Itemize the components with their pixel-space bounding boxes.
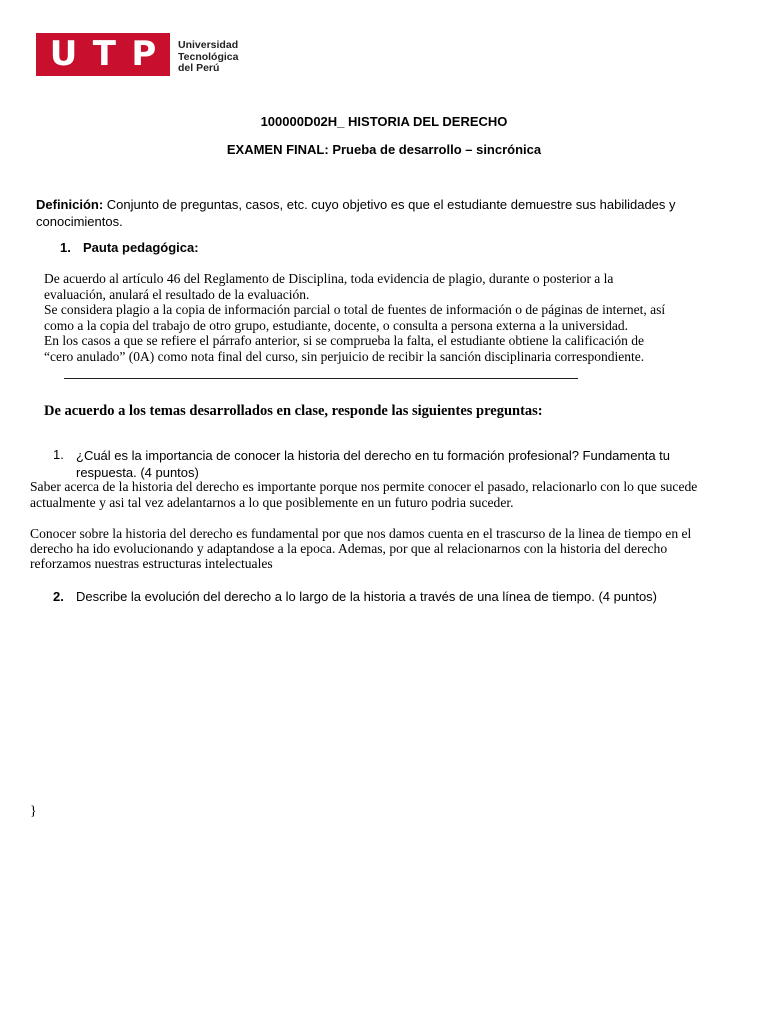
pauta-line: como a la copia del trabajo de otro grupo, estudiante, docente, o consulta a persona externa a la universidad.: [44, 317, 629, 333]
exam-label: EXAMEN FINAL:: [226, 142, 329, 157]
answer-line: reforzamos nuestras estructuras intelectuales: [30, 556, 273, 571]
course-title: 100000D02H_ HISTORIA DEL DERECHO: [260, 114, 508, 129]
question1-line: respuesta. (4 puntos): [76, 465, 199, 480]
trailing-brace: }: [30, 804, 37, 819]
definition: [36, 196, 676, 230]
pauta-number: 1.: [60, 240, 71, 255]
utp-logo: [36, 33, 170, 76]
question2-number: 2.: [53, 589, 64, 604]
pauta-line: En los casos a que se refiere el párrafo anterior, si se comprueba la falta, el estudiante obtiene la calificación de: [44, 333, 644, 348]
answer-line: actualmente y asi tal vez adelantarnos a lo que posiblemente en un futuro podria suceder.: [30, 495, 514, 510]
logo-letter-u: U: [49, 34, 78, 74]
pauta-title: Pauta pedagógica:: [83, 240, 199, 255]
logo-text: [178, 40, 240, 75]
pauta-line: “cero anulado” (0A) como nota final del curso, sin perjuicio de recibir la sanción disciplinaria correspondiente.: [44, 348, 645, 364]
horizontal-rule: [64, 378, 578, 379]
logo-letter-p: P: [131, 34, 157, 74]
pauta-line: evaluación, anulará el resultado de la evaluación.: [44, 286, 310, 302]
pauta-paragraph: [44, 271, 665, 364]
exam-subtitle: Prueba de desarrollo – sincrónica: [328, 142, 542, 157]
instruction: De acuerdo a los temas desarrollados en clase, responde las siguientes preguntas:: [44, 403, 543, 419]
pauta-line: Se considera plagio a la copia de información parcial o total de fuentes de información o de páginas de internet, así: [44, 302, 666, 317]
pauta-line: De acuerdo al artículo 46 del Reglamento de Disciplina, toda evidencia de plagio, durante o posterior a la: [44, 271, 614, 286]
definition-text: Conjunto de preguntas, casos, etc. cuyo objetivo es que el estudiante demuestre sus habilidades y: [103, 197, 676, 212]
answer-line: Saber acerca de la historia del derecho es importante porque nos permite conocer el pasado, relacionarlo con lo que sucede: [30, 479, 698, 494]
definition-text: conocimientos.: [36, 214, 123, 229]
logo-text-line: Universidad: [178, 40, 239, 51]
question2-text: Describe la evolución del derecho a lo largo de la historia a través de una línea de tiempo. (4 puntos): [76, 589, 658, 604]
definition-label: Definición:: [36, 197, 104, 212]
exam-title: [0, 142, 768, 157]
logo-text-line: Tecnológica: [178, 50, 239, 63]
question1-line: ¿Cuál es la importancia de conocer la historia del derecho en tu formación profesional? Fundamenta tu: [76, 448, 671, 463]
answer1-paragraph2[interactable]: [30, 526, 691, 571]
logo-text-line: del Perú: [178, 62, 220, 74]
answer-line: derecho ha ido evolucionando y adaptandose a la epoca. Ademas, por que al relacionarnos con la historia del derecho: [30, 541, 668, 556]
answer1-paragraph1[interactable]: [30, 479, 697, 511]
answer-line: Conocer sobre la historia del derecho es fundamental por que nos damos cuenta en el trascurso de la linea de tiempo en el: [30, 526, 692, 541]
question1-number: 1.: [53, 447, 64, 462]
logo-letter-t: T: [92, 34, 116, 74]
question1: [76, 447, 670, 481]
